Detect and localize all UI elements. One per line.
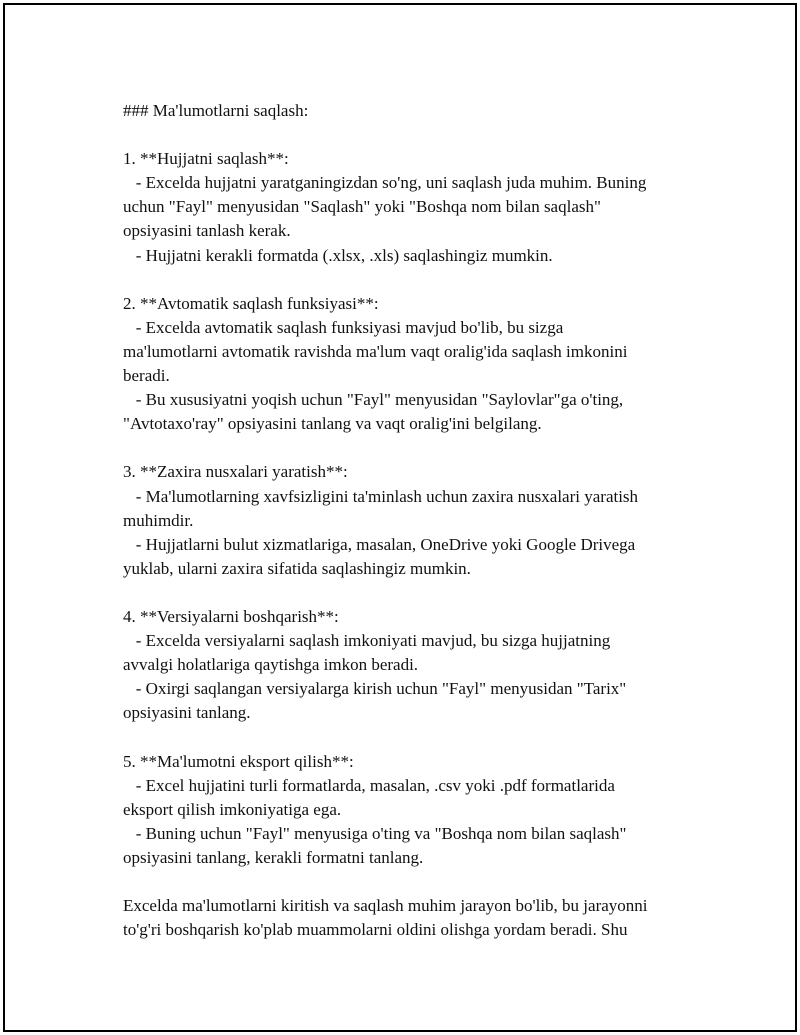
text-line: opsiyasini tanlang, kerakli formatni tanlang. [123, 847, 424, 867]
text-line: ### Ma'lumotlarni saqlash: [123, 101, 309, 120]
text-line: 5. **Ma'lumotni eksport qilish**: [123, 751, 354, 771]
text-line: 2. **Avtomatik saqlash funksiyasi**: [123, 293, 379, 313]
text-line: - Excelda hujjatni yaratganingizdan so'ng, uni saqlash juda muhim. Buning [123, 173, 647, 193]
text-line: muhimdir. [123, 510, 194, 530]
text-line: "Avtotaxo'ray" opsiyasini tanlang va vaqt oralig'ini belgilang. [123, 414, 542, 434]
text-line: uchun "Fayl" menyusidan "Saqlash" yoki "Boshqa nom bilan saqlash" [123, 197, 601, 217]
text-line: - Excelda versiyalarni saqlash imkoniyati mavjud, bu sizga hujjatning [123, 631, 611, 651]
text-line: Excelda ma'lumotlarni kiritish va saqlash muhim jarayon bo'lib, bu jarayonni [123, 896, 648, 916]
text-line: beradi. [123, 366, 170, 386]
text-line: - Hujjatni kerakli formatda (.xlsx, .xls) saqlashingiz mumkin. [123, 245, 553, 265]
text-line: 1. **Hujjatni saqlash**: [123, 149, 289, 169]
text-line: - Ma'lumotlarning xavfsizligini ta'minlash uchun zaxira nusxalari yaratish [123, 486, 639, 506]
text-line: avvalgi holatlariga qaytishga imkon beradi. [123, 655, 419, 675]
text-line: - Oxirgi saqlangan versiyalarga kirish uchun "Fayl" menyusidan "Tarix" [123, 679, 627, 699]
document-text [123, 99, 723, 942]
text-line: 4. **Versiyalarni boshqarish**: [123, 606, 339, 626]
text-line: 3. **Zaxira nusxalari yaratish**: [123, 462, 348, 482]
page-frame [3, 3, 797, 1032]
text-line: - Hujjatlarni bulut xizmatlariga, masalan, OneDrive yoki Google Drivega [123, 534, 636, 554]
text-line: - Excel hujjatini turli formatlarda, masalan, .csv yoki .pdf formatlarida [123, 775, 615, 795]
text-line: yuklab, ularni zaxira sifatida saqlashingiz mumkin. [123, 558, 471, 578]
text-line: opsiyasini tanlang. [123, 703, 251, 723]
text-line: - Buning uchun "Fayl" menyusiga o'ting va "Boshqa nom bilan saqlash" [123, 823, 627, 843]
text-line: - Excelda avtomatik saqlash funksiyasi mavjud bo'lib, bu sizga [123, 317, 564, 337]
text-line: - Bu xususiyatni yoqish uchun "Fayl" menyusidan "Saylovlar"ga o'ting, [123, 390, 624, 410]
text-line: eksport qilish imkoniyatiga ega. [123, 799, 342, 819]
text-line: ma'lumotlarni avtomatik ravishda ma'lum vaqt oralig'ida saqlash imkonini [123, 341, 628, 361]
text-line: opsiyasini tanlash kerak. [123, 221, 291, 241]
text-line: to'g'ri boshqarish ko'plab muammolarni oldini olishga yordam beradi. Shu [123, 920, 628, 940]
